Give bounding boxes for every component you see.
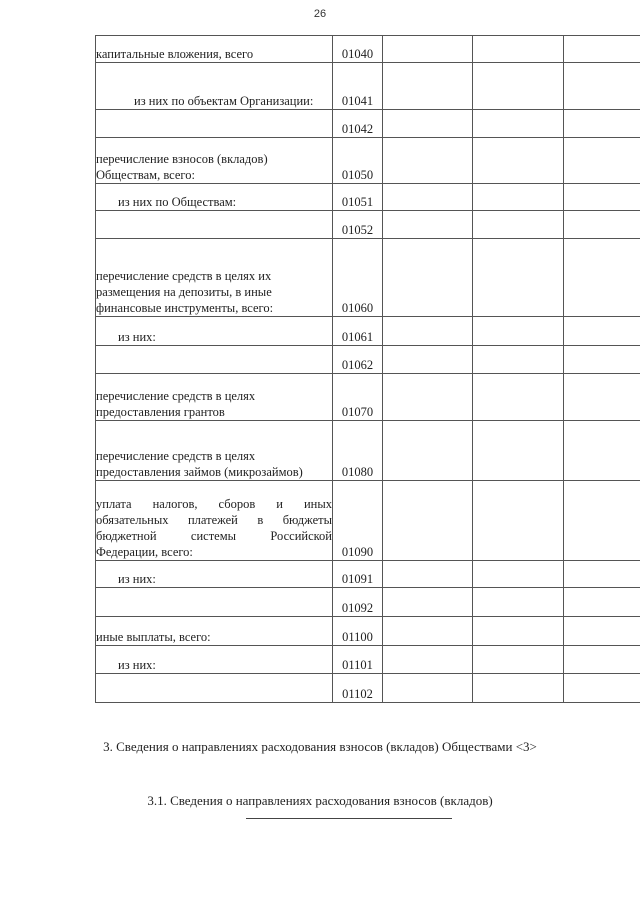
row-code: 01100 <box>333 617 383 646</box>
row-label: из них по объектам Организации: <box>96 63 333 110</box>
page-number: 26 <box>313 8 327 20</box>
value-cell <box>473 36 564 63</box>
table-row <box>96 617 640 646</box>
value-cell <box>383 674 473 703</box>
table-row <box>96 184 640 211</box>
value-cell <box>383 317 473 346</box>
table-row <box>96 561 640 588</box>
value-cell <box>564 346 640 374</box>
row-label: из них: <box>96 646 333 674</box>
table-row <box>96 374 640 421</box>
value-cell <box>473 239 564 317</box>
value-cell <box>383 239 473 317</box>
value-cell <box>383 138 473 184</box>
row-label: перечисление взносов (вкладов) Обществам, всего: <box>96 138 333 184</box>
row-code: 01061 <box>333 317 383 346</box>
table-row <box>96 317 640 346</box>
row-label: перечисление средств в целях их размещения на депозиты, в иные финансовые инструменты, всего: <box>96 239 333 317</box>
value-cell <box>564 36 640 63</box>
row-code: 01091 <box>333 561 383 588</box>
value-cell <box>473 481 564 561</box>
value-cell <box>383 421 473 481</box>
value-cell <box>564 374 640 421</box>
value-cell <box>383 646 473 674</box>
value-cell <box>473 646 564 674</box>
value-cell <box>473 617 564 646</box>
table-row <box>96 674 640 703</box>
value-cell <box>564 184 640 211</box>
value-cell <box>564 421 640 481</box>
section-3-title: 3. Сведения о направлениях расходования взносов (вкладов) Обществами <3> <box>103 739 537 754</box>
row-code: 01060 <box>333 239 383 317</box>
value-cell <box>473 421 564 481</box>
section-3-1-title: 3.1. Сведения о направлениях расходования взносов (вкладов) <box>147 793 493 808</box>
value-cell <box>473 674 564 703</box>
value-cell <box>473 374 564 421</box>
value-cell <box>564 481 640 561</box>
table-row <box>96 481 640 561</box>
row-code: 01051 <box>333 184 383 211</box>
table-row <box>96 63 640 110</box>
table-row <box>96 211 640 239</box>
value-cell <box>383 481 473 561</box>
row-code: 01052 <box>333 211 383 239</box>
value-cell <box>473 561 564 588</box>
table-row <box>96 588 640 617</box>
value-cell <box>564 617 640 646</box>
report-table <box>95 35 640 703</box>
row-code: 01040 <box>333 36 383 63</box>
table-row <box>96 138 640 184</box>
value-cell <box>383 588 473 617</box>
table-row <box>96 646 640 674</box>
value-cell <box>383 561 473 588</box>
value-cell <box>383 36 473 63</box>
row-label <box>96 346 333 374</box>
row-code: 01062 <box>333 346 383 374</box>
value-cell <box>473 346 564 374</box>
value-cell <box>473 184 564 211</box>
value-cell <box>564 239 640 317</box>
value-cell <box>473 110 564 138</box>
value-cell <box>383 617 473 646</box>
row-code: 01090 <box>333 481 383 561</box>
row-code: 01050 <box>333 138 383 184</box>
value-cell <box>473 588 564 617</box>
value-cell <box>564 646 640 674</box>
value-cell <box>473 211 564 239</box>
row-code: 01092 <box>333 588 383 617</box>
row-code: 01101 <box>333 646 383 674</box>
value-cell <box>383 63 473 110</box>
row-label: капитальные вложения, всего <box>96 36 333 63</box>
value-cell <box>473 138 564 184</box>
table-row <box>96 239 640 317</box>
blank-underline <box>246 818 452 819</box>
value-cell <box>473 317 564 346</box>
value-cell <box>564 138 640 184</box>
row-label: из них: <box>96 317 333 346</box>
row-code: 01080 <box>333 421 383 481</box>
value-cell <box>383 211 473 239</box>
row-code: 01102 <box>333 674 383 703</box>
row-label: из них по Обществам: <box>96 184 333 211</box>
value-cell <box>564 211 640 239</box>
row-label: перечисление средств в целях предоставления грантов <box>96 374 333 421</box>
value-cell <box>564 110 640 138</box>
value-cell <box>383 346 473 374</box>
row-label <box>96 588 333 617</box>
value-cell <box>564 317 640 346</box>
row-code: 01070 <box>333 374 383 421</box>
row-label: уплата налогов, сборов и иных обязательных платежей в бюджеты бюджетной системы Российской Федерации, всего: <box>96 481 333 561</box>
table-row <box>96 110 640 138</box>
row-label <box>96 110 333 138</box>
value-cell <box>383 184 473 211</box>
row-code: 01042 <box>333 110 383 138</box>
value-cell <box>383 110 473 138</box>
table-row <box>96 346 640 374</box>
value-cell <box>564 588 640 617</box>
row-label: перечисление средств в целях предоставления займов (микрозаймов) <box>96 421 333 481</box>
row-label <box>96 211 333 239</box>
row-label: иные выплаты, всего: <box>96 617 333 646</box>
value-cell <box>383 374 473 421</box>
value-cell <box>473 63 564 110</box>
row-label <box>96 674 333 703</box>
table-row <box>96 421 640 481</box>
value-cell <box>564 561 640 588</box>
table-row <box>96 36 640 63</box>
value-cell <box>564 674 640 703</box>
value-cell <box>564 63 640 110</box>
row-code: 01041 <box>333 63 383 110</box>
row-label: из них: <box>96 561 333 588</box>
